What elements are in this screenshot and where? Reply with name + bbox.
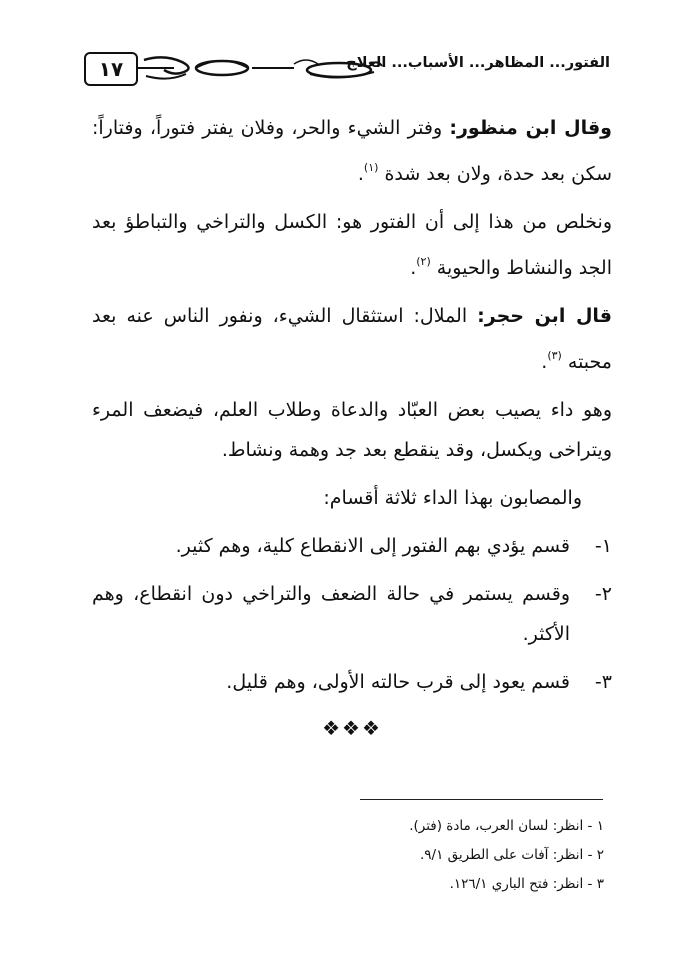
list-item [92,526,612,566]
list-number: ٢- [594,583,612,605]
footnote-ref-2: (٢) [416,255,431,268]
main-text [92,108,612,748]
paragraph-end: . [410,257,417,279]
paragraph-text: الملال: استثقال الشيء، ونفور الناس عنه بعد محبته [92,305,612,373]
footnote-2: ٢ - انظر: آفات على الطريق ٩/١. [419,847,604,863]
paragraph-end: . [541,351,548,373]
paragraph-end: . [357,163,364,185]
footnote-ref-1: (١) [363,161,379,174]
paragraph-text: وفتر الشيء والحر، وفلان يفتر فتوراً، وفتاراً: سكن بعد حدة، ولان بعد شدة [92,117,612,185]
list-number: ١- [594,535,612,557]
list-number: ٣- [594,671,612,693]
footnote-divider [360,799,603,800]
paragraph-categories-intro: والمصابون بهذا الداء ثلاثة أقسام: [323,487,582,509]
page-number: ١٧ [84,52,138,86]
lead-ibn-manzur: وقال ابن منظور: [449,117,612,139]
footnotes [409,812,604,899]
list-item [92,574,612,654]
paragraph-text: ونخلص من هذا إلى أن الفتور هو: الكسل والتراخي والتباطؤ بعد الجد والنشاط والحيوية [92,211,612,279]
list-text: قسم يؤدي بهم الفتور إلى الانقطاع كلية، وهم كثير. [175,535,570,557]
paragraph-conclusion [92,202,612,288]
running-title: الفتور... المظاهر... الأسباب... العلاج [346,55,610,71]
footnote-1: ١ - انظر: لسان العرب، مادة (فتر). [409,818,604,834]
lead-ibn-hajar: قال ابن حجر: [477,305,613,327]
paragraph-disease: وهو داء يصيب بعض العبّاد والدعاة وطلاب العلم، فيضعف المرء ويتراخى ويكسل، وقد ينقطع بعد جد وهمة ونشاط. [92,399,612,461]
section-separator-icon: ❖❖❖ [322,716,382,740]
footnote-ref-3: (٣) [547,349,562,362]
list-text: قسم يعود إلى قرب حالته الأولى، وهم قليل. [226,671,570,693]
paragraph-ibn-hajar [92,296,612,382]
footnote-3: ٣ - انظر: فتح الباري ١٢٦/١. [449,876,604,892]
list-text: وقسم يستمر في حالة الضعف والتراخي دون انقطاع، وهم الأكثر. [92,583,570,645]
paragraph-ibn-manzur [92,108,612,194]
list-item [92,662,612,702]
